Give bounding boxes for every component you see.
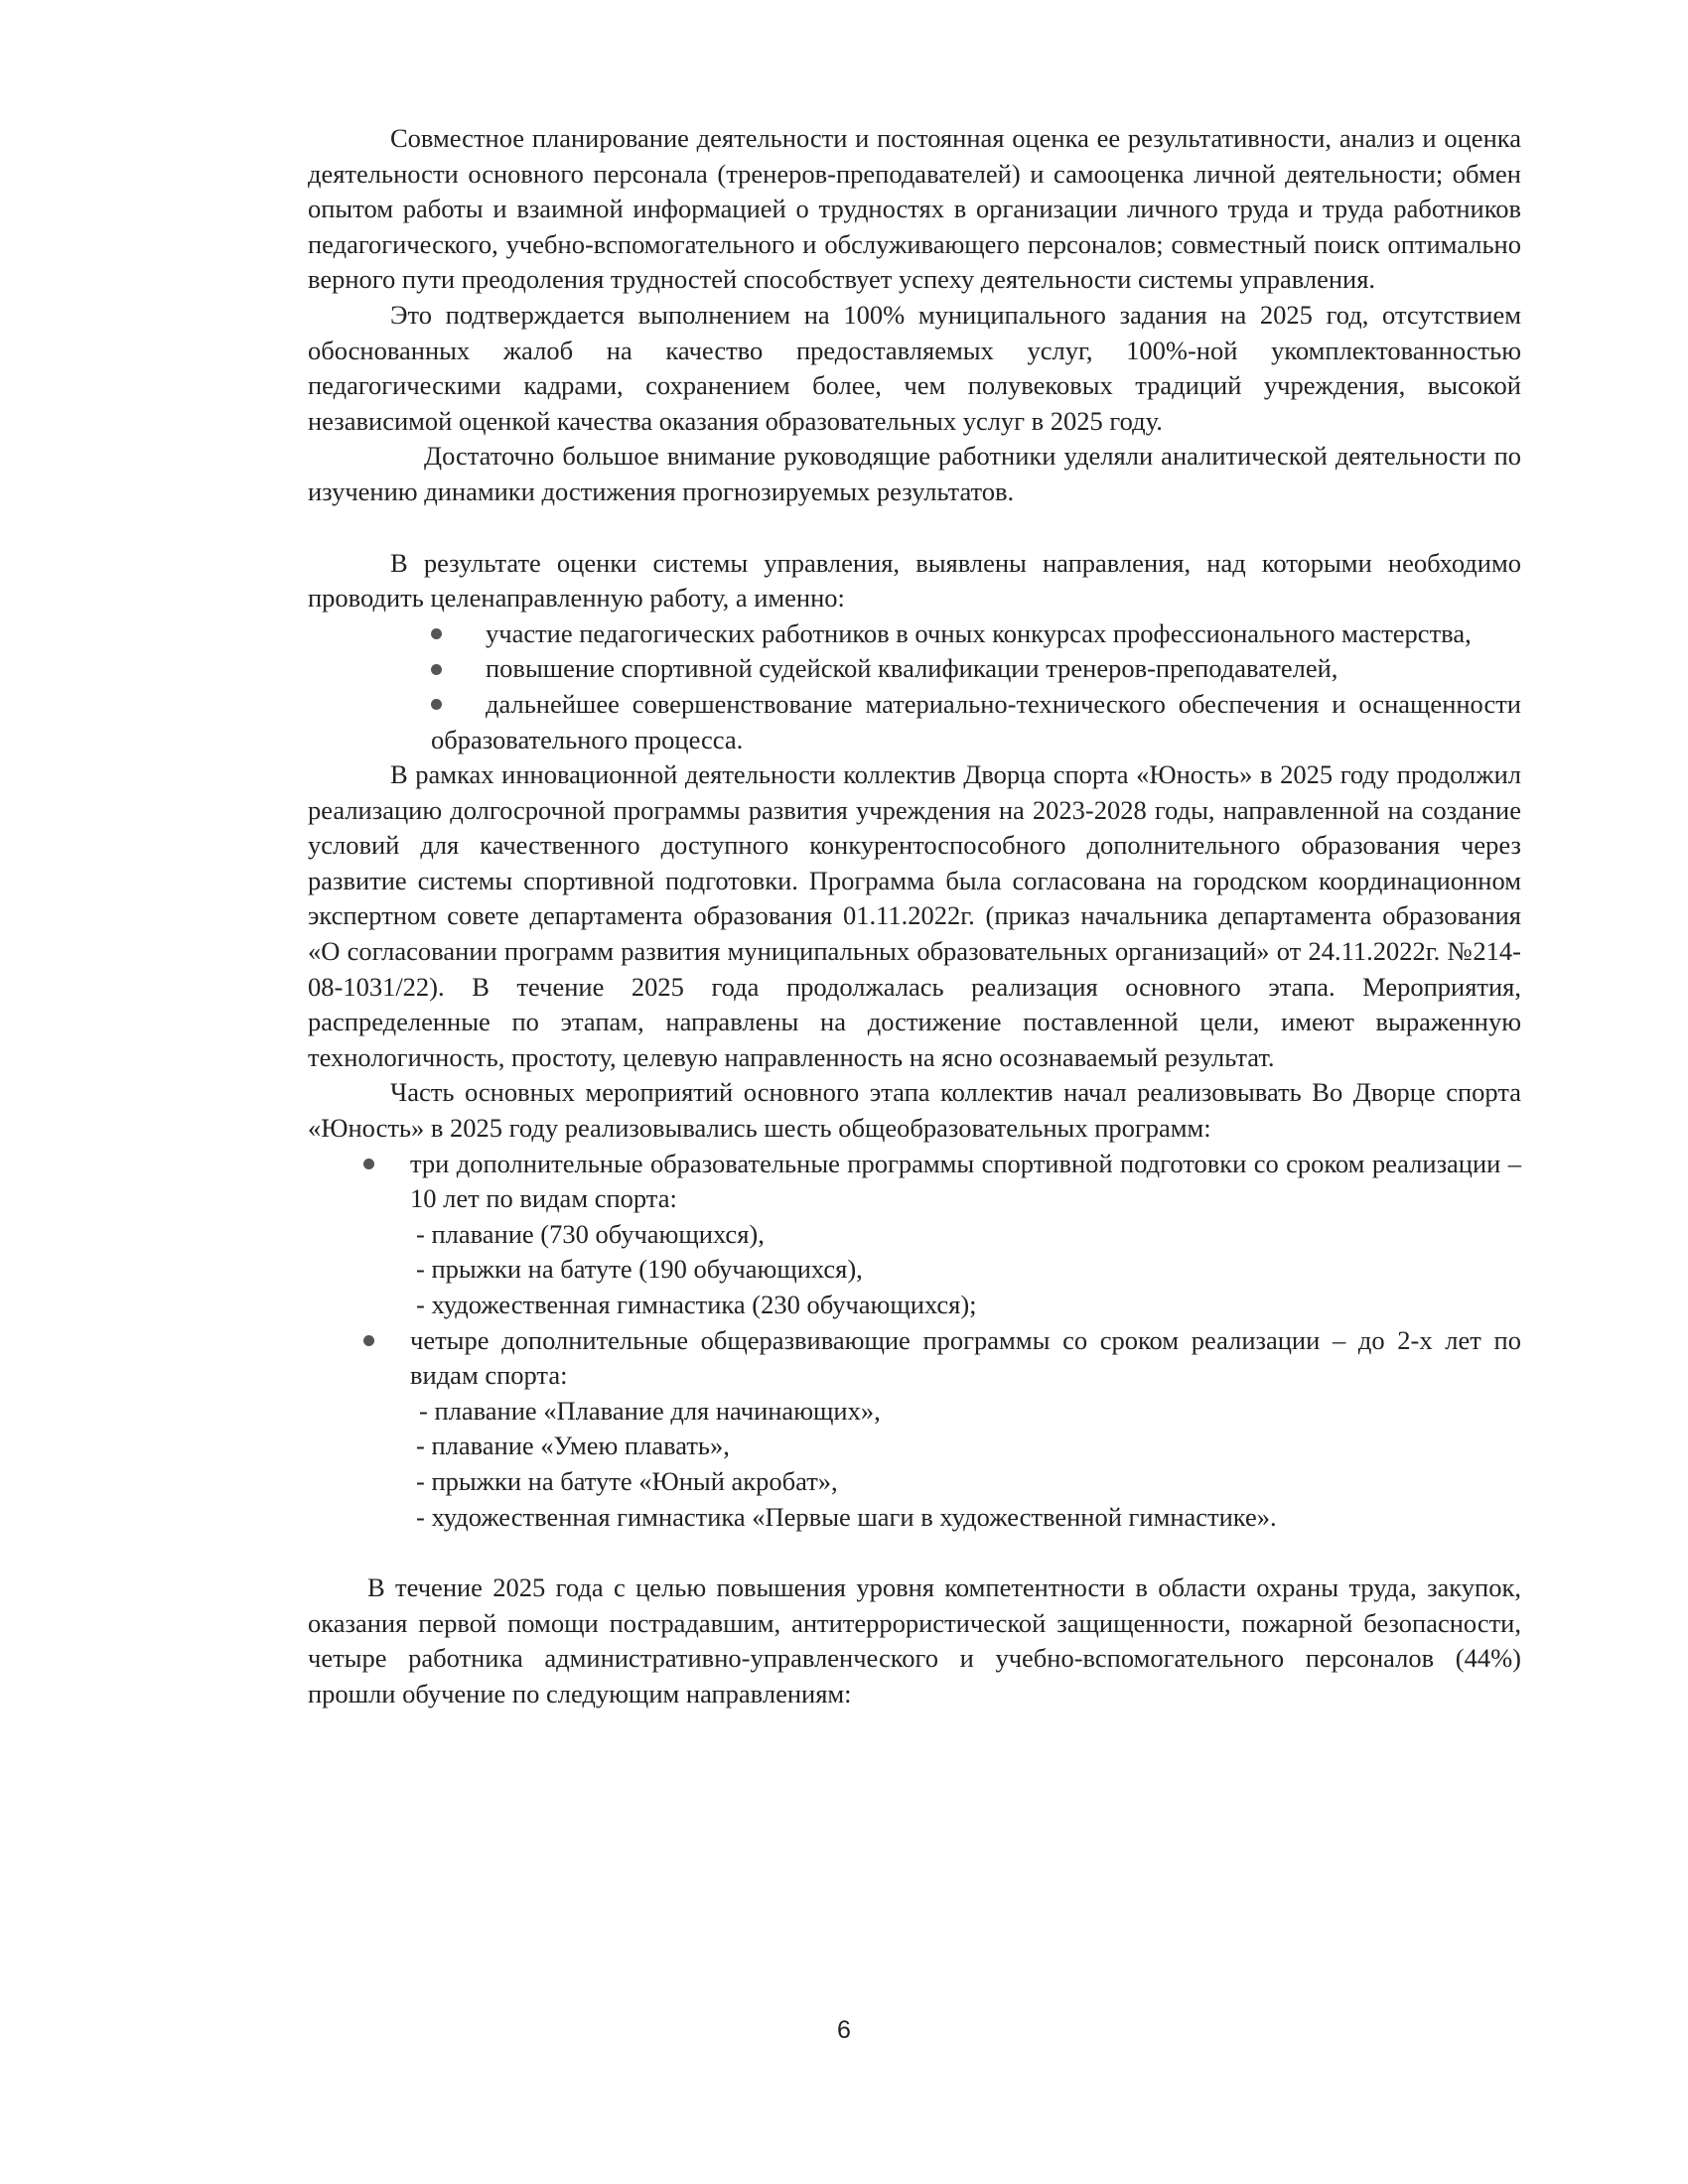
sub-item: - плавание (730 обучающихся),: [416, 1218, 765, 1249]
paragraph-innovation: В рамках инновационной деятельности коллектив Дворца спорта «Юность» в 2025 году продолжил реализацию долгосрочной программы развития учреждения на 2023-2028 годы, направленной на создание условий для качественного доступного конкурентоспособного дополнительного образования через развитие системы спортивной подготовки. Программа была согласована на городском координационном экспертном совете департамента образования 01.11.2022г. (приказ начальника департамента образования «О согласовании программ развития муниципальных образовательных организаций» от 24.11.2022г. №214-08-1031/22). В течение 2025 года продолжалась реализация основного этапа. Мероприятия, распределенные по этапам, направлены на достижение поставленной цели, имеют выраженную технологичность, простоту, целевую направленность на ясно осознаваемый результат.: [308, 759, 1521, 1072]
improvement-areas-list: [308, 616, 1521, 757]
programs-list: [308, 1147, 1521, 1536]
sub-item: - прыжки на батуте «Юный акробат»,: [416, 1465, 838, 1496]
sub-item: - прыжки на батуте (190 обучающихся),: [416, 1254, 863, 1285]
list-item-text: повышение спортивной судейской квалификации тренеров-преподавателей,: [486, 653, 1338, 684]
bullet-icon: [363, 1335, 374, 1346]
sub-item: - плавание «Плавание для начинающих»,: [419, 1395, 881, 1426]
paragraph-analytics: Достаточно большое внимание руководящие работники уделяли аналитической деятельности по изучению динамики достижения прогнозируемых результатов.: [308, 441, 1521, 506]
paragraph-training: В течение 2025 года с целью повышения уровня компетентности в области охраны труда, закупок, оказания первой помощи пострадавшим, антитеррористической защищенности, пожарной безопасности, четыре работника административно-управленческого и учебно-вспомогательного персоналов (44%) прошли обучение по следующим направлениям:: [308, 1572, 1521, 1708]
page-number: 6: [837, 2016, 851, 2044]
document-page: [308, 121, 1521, 1712]
bullet-icon: [431, 664, 442, 675]
sub-item: - плавание «Умею плавать»,: [416, 1431, 730, 1461]
paragraph-confirmation: Это подтверждается выполнением на 100% муниципального задания на 2025 год, отсутствием обоснованных жалоб на качество предоставляемых услуг, 100%-ной укомплектованностью педагогическими кадрами, сохранением более, чем полувековых традиций учреждения, высокой независимой оценкой качества оказания образовательных услуг в 2025 году.: [308, 299, 1521, 436]
sub-item: - художественная гимнастика (230 обучающихся);: [416, 1290, 977, 1319]
list-item: [410, 1323, 1521, 1536]
list-item: [431, 616, 1521, 652]
paragraph-joint-planning: Совместное планирование деятельности и постоянная оценка ее результативности, анализ и оценка деятельности основного персонала (тренеров-преподавателей) и самооценка личной деятельности; обмен опытом работы и взаимной информацией о трудностях в организации личного труда и труда работников педагогического, учебно-вспомогательного и обслуживающего персоналов; совместный поиск оптимально верного пути преодоления трудностей способствует успеху деятельности системы управления.: [308, 123, 1521, 295]
sub-item: - художественная гимнастика «Первые шаги в художественной гимнастике».: [416, 1501, 1277, 1532]
list-item: [431, 687, 1521, 757]
list-item-text: четыре дополнительные общеразвивающие программы со сроком реализации – до 2-х лет по видам спорта:: [410, 1324, 1521, 1391]
list-item: [431, 651, 1521, 687]
list-item-text: три дополнительные образовательные программы спортивной подготовки со сроком реализации – 10 лет по видам спорта:: [410, 1148, 1521, 1214]
paragraph-evaluation-result: В результате оценки системы управления, выявлены направления, над которыми необходимо проводить целенаправленную работу, а именно:: [308, 547, 1521, 614]
spacer: [308, 510, 1521, 546]
bullet-icon: [431, 699, 442, 710]
bullet-icon: [363, 1159, 374, 1169]
list-item: [410, 1147, 1521, 1323]
bullet-icon: [431, 628, 442, 639]
spacer: [308, 1535, 1521, 1570]
paragraph-programs-intro: Часть основных мероприятий основного этапа коллектив начал реализовывать Во Дворце спорта «Юность» в 2025 году реализовывались шесть общеобразовательных программ:: [308, 1077, 1521, 1144]
list-item-text: участие педагогических работников в очных конкурсах профессионального мастерства,: [486, 617, 1472, 648]
list-item-text: дальнейшее совершенствование материально-технического обеспечения и оснащенности образовательного процесса.: [431, 688, 1521, 754]
